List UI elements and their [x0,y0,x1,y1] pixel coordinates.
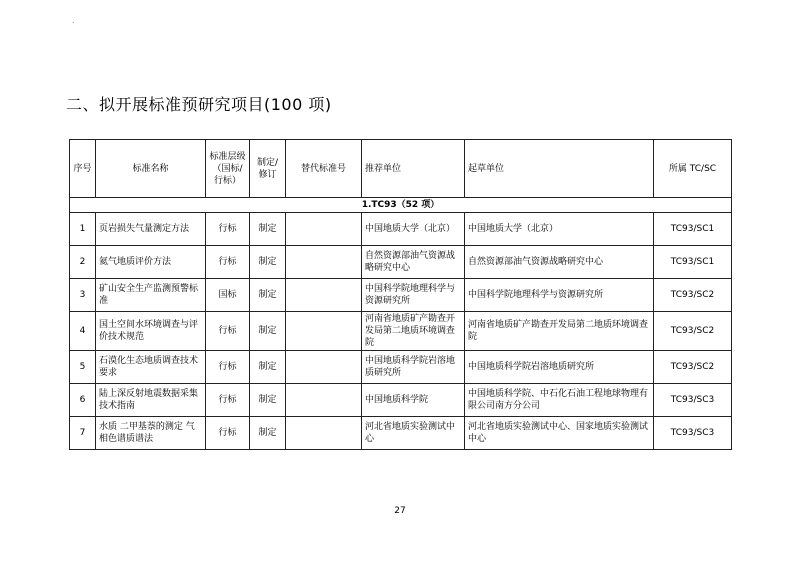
cell-recommender: 中国地质大学（北京） [362,213,465,246]
header-drafter: 起草单位 [465,140,654,198]
table-row [70,279,732,312]
header-recommender: 推荐单位 [362,140,465,198]
table-row [70,213,732,246]
cell-name: 水质 二甲基萘的测定 气相色谱质谱法 [96,417,206,450]
table-row [70,312,732,351]
cell-name: 氦气地质评价方法 [96,246,206,279]
table-header-row [70,140,732,198]
cell-level: 行标 [206,213,250,246]
cell-type: 制定 [250,213,286,246]
cell-tc: TC93/SC1 [654,213,732,246]
cell-type: 制定 [250,246,286,279]
cell-level: 国标 [206,279,250,312]
cell-recommender: 中国地质科学院 [362,384,465,417]
cell-type: 制定 [250,417,286,450]
cell-drafter: 中国科学院地理科学与资源研究所 [465,279,654,312]
cell-seq: 1 [70,213,96,246]
group-row [70,198,732,213]
cell-replace [286,213,362,246]
header-seq: 序号 [70,140,96,198]
header-tc: 所属 TC/SC [654,140,732,198]
cell-seq: 7 [70,417,96,450]
cell-name: 页岩损失气量测定方法 [96,213,206,246]
cell-seq: 5 [70,351,96,384]
cell-replace [286,279,362,312]
cell-level: 行标 [206,351,250,384]
table-row [70,417,732,450]
group-label: 1.TC93（52 项） [70,198,732,213]
table-row [70,384,732,417]
cell-tc: TC93/SC3 [654,417,732,450]
cell-level: 行标 [206,246,250,279]
cell-recommender: 河北省地质实验测试中心 [362,417,465,450]
cell-name: 矿山安全生产监测预警标准 [96,279,206,312]
cell-recommender: 中国科学院地理科学与资源研究所 [362,279,465,312]
table-row [70,351,732,384]
header-type: 制定/修订 [250,140,286,198]
cell-tc: TC93/SC3 [654,384,732,417]
cell-tc: TC93/SC2 [654,279,732,312]
cell-level: 行标 [206,312,250,351]
cell-tc: TC93/SC1 [654,246,732,279]
cell-name: 石漠化生态地质调查技术要求 [96,351,206,384]
cell-recommender: 河南省地质矿产勘查开发局第二地质环境调查院 [362,312,465,351]
header-replace: 替代标准号 [286,140,362,198]
cell-replace [286,246,362,279]
cell-name: 陆上深反射地震数据采集技术指南 [96,384,206,417]
cell-drafter: 中国地质科学院、中石化石油工程地球物理有限公司南方分公司 [465,384,654,417]
page-number: 27 [394,506,406,516]
cell-level: 行标 [206,384,250,417]
cell-recommender: 中国地质科学院岩溶地质研究所 [362,351,465,384]
cell-drafter: 中国地质大学（北京） [465,213,654,246]
cell-replace [286,312,362,351]
cell-seq: 3 [70,279,96,312]
cell-type: 制定 [250,351,286,384]
cell-replace [286,417,362,450]
standards-table [69,139,732,450]
cell-name: 国土空间水环境调查与评价技术规范 [96,312,206,351]
cell-drafter: 中国地质科学院岩溶地质研究所 [465,351,654,384]
cell-type: 制定 [250,312,286,351]
cell-seq: 4 [70,312,96,351]
cell-recommender: 自然资源部油气资源战略研究中心 [362,246,465,279]
cell-tc: TC93/SC2 [654,351,732,384]
cell-level: 行标 [206,417,250,450]
table-row [70,246,732,279]
cell-drafter: 河北省地质实验测试中心、国家地质实验测试中心 [465,417,654,450]
cell-type: 制定 [250,279,286,312]
header-name: 标准名称 [96,140,206,198]
cell-seq: 2 [70,246,96,279]
cell-replace [286,384,362,417]
cell-drafter: 河南省地质矿产勘查开发局第二地质环境调查院 [465,312,654,351]
header-level: 标准层级（国标/行标） [206,140,250,198]
cell-type: 制定 [250,384,286,417]
page-dot: . [72,16,75,25]
cell-drafter: 自然资源部油气资源战略研究中心 [465,246,654,279]
section-title: 二、拟开展标准预研究项目(100 项) [66,95,332,114]
cell-seq: 6 [70,384,96,417]
cell-tc: TC93/SC2 [654,312,732,351]
cell-replace [286,351,362,384]
